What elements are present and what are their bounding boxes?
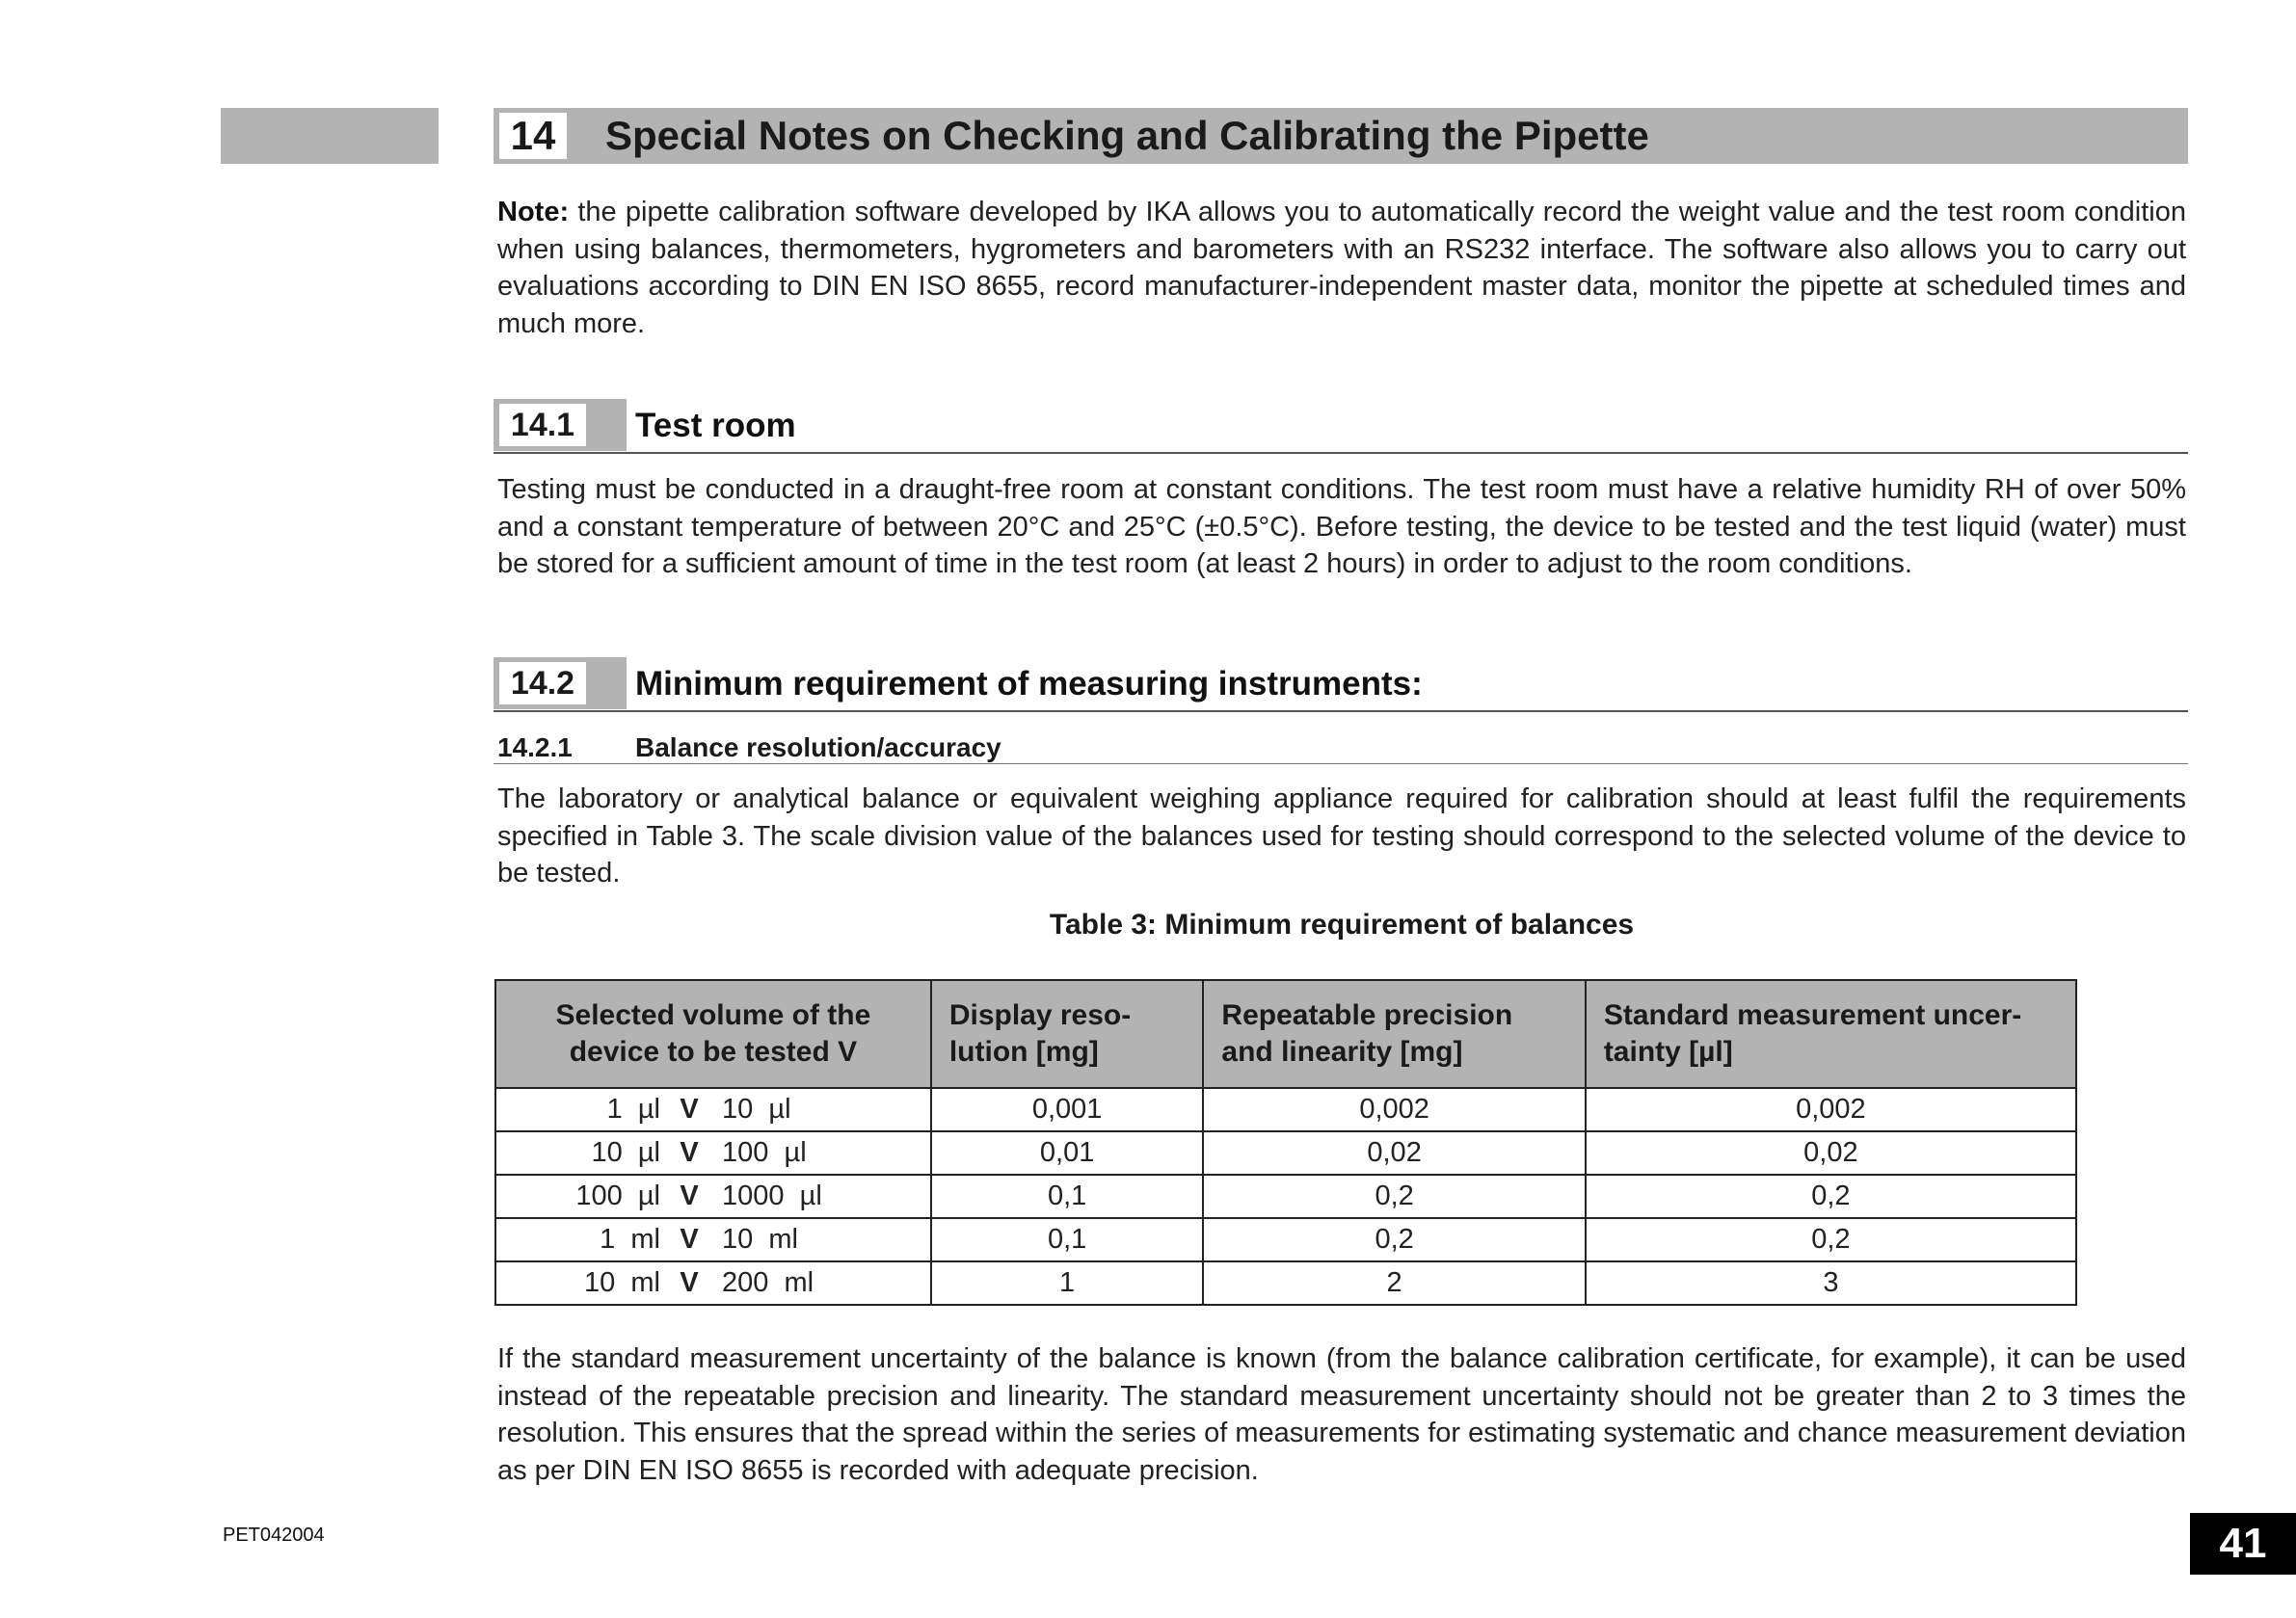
volume-min: 10 µl [591, 1137, 660, 1168]
chapter-title: Special Notes on Checking and Calibrating the Pipette [605, 113, 1649, 158]
volume-symbol: V [680, 1267, 699, 1298]
precision-cell: 2 [1203, 1261, 1585, 1305]
section-14-1-rule [494, 452, 2188, 454]
volume-symbol: V [680, 1224, 699, 1255]
resolution-cell: 0,001 [931, 1088, 1204, 1131]
volume-max: 10 µl [722, 1094, 791, 1125]
precision-cell: 0,2 [1203, 1218, 1585, 1261]
precision-cell: 0,002 [1203, 1088, 1585, 1131]
note-text: the pipette calibration software developed by IKA allows you to automatically record the weight value and the test room condition when using balances, thermometers, hygrometers and barometers with an RS232 interface. The software also allows you to carry out evaluations according to DIN EN ISO 8655, record manufacturer-independent master data, monitor the pipette at scheduled times and much more. [497, 197, 2186, 339]
header-resolution: Display reso-lution [mg] [931, 980, 1204, 1088]
precision-cell: 0,02 [1203, 1131, 1585, 1175]
volume-max: 10 ml [722, 1224, 798, 1255]
subsection-rule [494, 763, 2188, 764]
note-label: Note: [497, 197, 570, 227]
volume-cell [495, 1175, 931, 1218]
section-14-2-title: Minimum requirement of measuring instruments: [635, 665, 1423, 703]
uncertainty-cell: 0,2 [1586, 1175, 2076, 1218]
uncertainty-cell: 0,002 [1586, 1088, 2076, 1131]
balance-paragraph: The laboratory or analytical balance or equivalent weighing appliance required for calibration should at least fulfil the requirements specified in Table 3. The scale division value of the balances used for testing should correspond to the selected volume of the device to be tested. [497, 783, 2186, 889]
balances-table [494, 979, 2077, 1306]
table-caption: Table 3: Minimum requirement of balances [1049, 909, 1635, 941]
resolution-cell: 0,1 [931, 1218, 1204, 1261]
section-14-1-number: 14.1 [499, 404, 586, 446]
volume-min: 1 ml [600, 1224, 660, 1255]
table-row [495, 1175, 2076, 1218]
uncertainty-paragraph: If the standard measurement uncertainty of the balance is known (from the balance calibration certificate, for example), it can be used instead of the repeatable precision and linearity. The standard measurement uncertainty should not be greater than 2 to 3 times the resolution. This ensures that the spread within the series of measurements for estimating systematic and chance measurement deviation as per DIN EN ISO 8655 is recorded with adequate precision. [497, 1343, 2186, 1486]
table-header-row [495, 980, 2076, 1088]
section-14-2-rule [494, 710, 2188, 712]
volume-symbol: V [680, 1137, 699, 1168]
uncertainty-cell: 0,2 [1586, 1218, 2076, 1261]
section-14-1-title: Test room [635, 407, 796, 444]
volume-max: 200 ml [722, 1267, 814, 1298]
volume-cell [495, 1261, 931, 1305]
resolution-cell: 0,01 [931, 1131, 1204, 1175]
volume-min: 1 µl [606, 1094, 660, 1125]
volume-cell [495, 1131, 931, 1175]
volume-cell [495, 1218, 931, 1261]
volume-symbol: V [680, 1180, 699, 1211]
volume-symbol: V [680, 1094, 699, 1125]
uncertainty-cell: 3 [1586, 1261, 2076, 1305]
chapter-number: 14 [499, 113, 567, 159]
volume-max: 1000 µl [722, 1180, 822, 1211]
test-room-paragraph: Testing must be conducted in a draught-free room at constant conditions. The test room must have a relative humidity RH of over 50% and a constant temperature of between 20°C and 25°C (±0.5°C). Before testing, the device to be tested and the test liquid (water) must be stored for a sufficient amount of time in the test room (at least 2 hours) in order to adjust to the room conditions. [497, 474, 2186, 579]
header-uncertainty: Standard measurement uncer-tainty [µl] [1586, 980, 2076, 1088]
table-row [495, 1261, 2076, 1305]
page-number: 41 [2190, 1513, 2296, 1575]
header-volume: Selected volume of the device to be tested V [495, 980, 931, 1088]
subsection-number: 14.2.1 [497, 732, 573, 762]
volume-min: 10 ml [584, 1267, 660, 1298]
header-precision: Repeatable precision and linearity [mg] [1203, 980, 1585, 1088]
volume-cell [495, 1088, 931, 1131]
resolution-cell: 0,1 [931, 1175, 1204, 1218]
table-row [495, 1131, 2076, 1175]
header-side-bar [221, 108, 439, 164]
resolution-cell: 1 [931, 1261, 1204, 1305]
subsection-title: Balance resolution/accuracy [635, 732, 1001, 762]
uncertainty-cell: 0,02 [1586, 1131, 2076, 1175]
note-paragraph [497, 194, 2186, 342]
document-code: PET042004 [223, 1525, 325, 1546]
table-row [495, 1218, 2076, 1261]
precision-cell: 0,2 [1203, 1175, 1585, 1218]
volume-max: 100 µl [722, 1137, 807, 1168]
volume-min: 100 µl [575, 1180, 660, 1211]
table-row [495, 1088, 2076, 1131]
section-14-2-number: 14.2 [499, 662, 586, 704]
